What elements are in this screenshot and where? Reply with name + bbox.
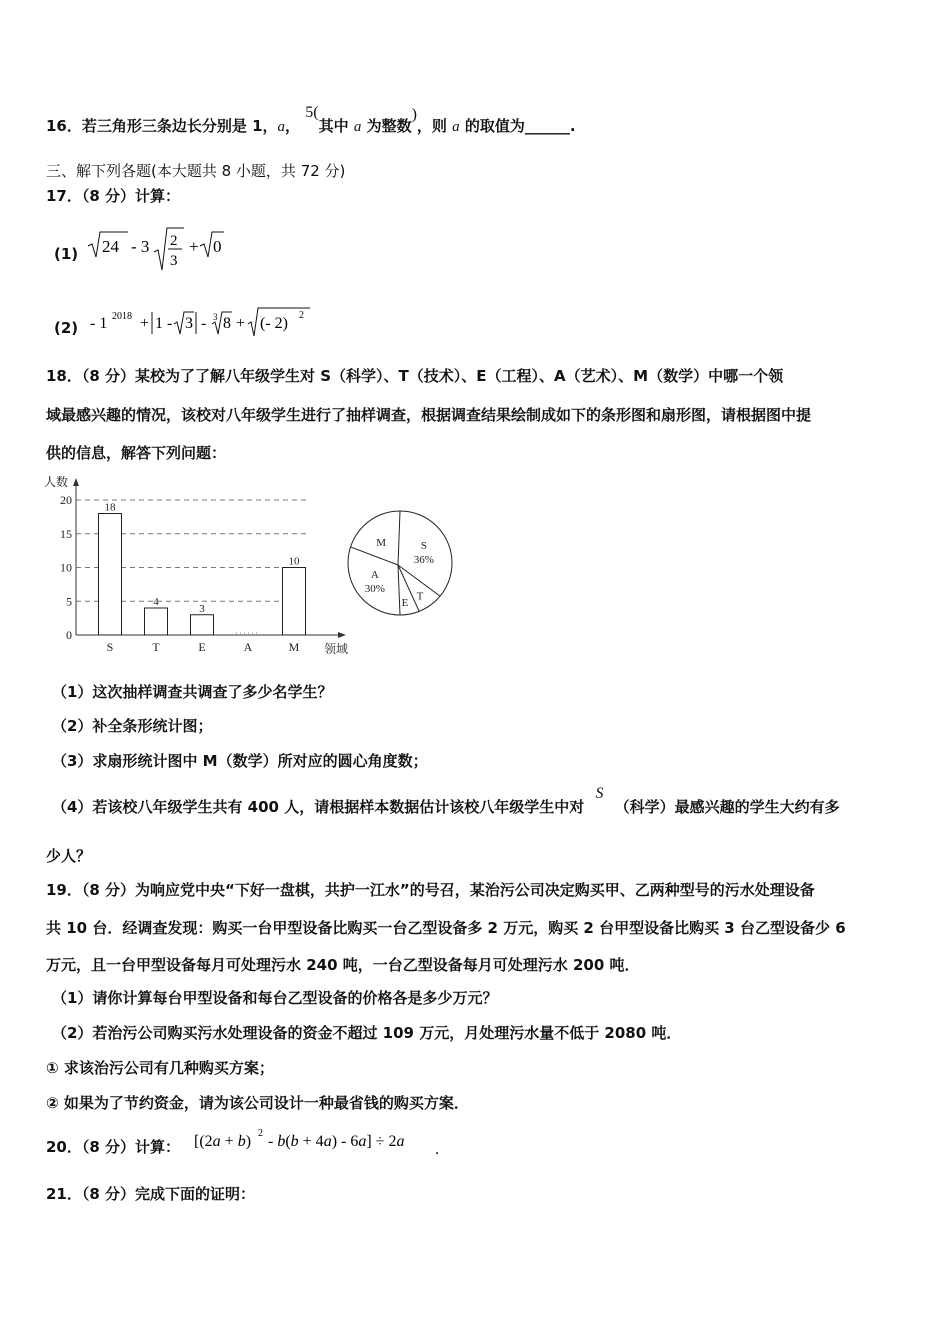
q18-line3: 供的信息，解答下列问题：	[46, 444, 227, 462]
y-axis-label: 人数	[44, 475, 69, 489]
bar-E	[191, 615, 214, 635]
x-tick-label: T	[152, 640, 160, 654]
svg-text:2: 2	[170, 233, 178, 249]
bar-chart	[40, 470, 350, 660]
q20-title: 20．（8 分）计算：	[46, 1138, 181, 1156]
pie-label-S: S	[420, 539, 427, 552]
svg-text:+: +	[189, 237, 199, 256]
y-tick-label: 0	[66, 628, 72, 642]
formula-abs-root-expression	[88, 304, 328, 340]
q21-title: 21．（8 分）完成下面的证明：	[46, 1185, 256, 1203]
pie-chart	[342, 505, 462, 625]
svg-text:2: 2	[299, 310, 304, 321]
svg-text:- 1: - 1	[90, 315, 108, 332]
q17-part1-formula	[86, 224, 226, 279]
x-axis-label: 领域	[324, 642, 349, 656]
q19-line3: 万元，且一台甲型设备每月可处理污水 240 吨，一台乙型设备每月可处理污水 200 吨．	[46, 956, 640, 974]
x-axis-arrow	[338, 632, 346, 638]
pie-outline	[348, 511, 452, 615]
y-tick-label: 10	[60, 560, 72, 575]
q19-line2: 共 10 台．经调查发现：购买一台甲型设备比购买一台乙型设备多 2 万元，购买 2 台甲型设备比购买 3 台乙型设备少 6	[46, 919, 846, 937]
bar-S	[99, 514, 122, 636]
svg-text:2018: 2018	[112, 311, 132, 322]
q19-sub2: （2）若治污公司购买污水处理设备的资金不超过 109 万元，月处理污水量不低于 2080 吨．	[52, 1024, 682, 1042]
y-tick-label: 5	[66, 594, 72, 609]
x-tick-label: M	[288, 640, 300, 654]
q18-sub4-cont: 少人？	[46, 847, 92, 865]
svg-text:24: 24	[102, 237, 119, 256]
q20-formula	[192, 1124, 452, 1165]
svg-text:[(2a + b): [(2a + b)	[194, 1133, 252, 1150]
x-tick-label: A	[243, 640, 253, 654]
pie-label-A: A	[370, 568, 379, 581]
q17-title: 17．（8 分）计算：	[46, 187, 181, 205]
q19-sub1: （1）请你计算每台甲型设备和每台乙型设备的价格各是多少万元？	[52, 989, 498, 1007]
formula-polynomial	[192, 1124, 452, 1160]
pie-label-T: T	[416, 590, 424, 603]
svg-text:.: .	[435, 1141, 439, 1158]
var-a: a	[277, 119, 286, 135]
svg-text:-: -	[201, 315, 207, 332]
q18-sub1: （1）这次抽样调查共调查了多少名学生？	[52, 683, 333, 701]
x-tick-label: S	[106, 640, 114, 654]
bar-value-label: 18	[104, 501, 116, 514]
q18-sub3: （3）求扇形统计图中 M（数学）所对应的圆心角度数；	[52, 752, 428, 770]
bar-value-label: 3	[199, 602, 205, 615]
answer-blank[interactable]: ______	[524, 117, 570, 135]
q18-line1: 18．（8 分）某校为了了解八年级学生对 S（科学）、T（技术）、E（工程）、A（艺术）、M（数学）中哪一个领	[46, 367, 784, 385]
pie-label-E: E	[401, 596, 409, 609]
q17-part2-formula	[88, 304, 328, 345]
svg-text:+: +	[236, 315, 246, 332]
svg-text:1 -: 1 -	[155, 315, 173, 332]
svg-text:3: 3	[213, 312, 218, 322]
y-axis-arrow	[73, 478, 79, 486]
svg-text:- b(b + 4a) - 6a] ÷ 2a: - b(b + 4a) - 6a] ÷ 2a	[268, 1133, 405, 1150]
q17-part1-label: (1)	[54, 245, 79, 263]
y-tick-label: 15	[60, 526, 72, 541]
svg-text:+: +	[140, 315, 150, 332]
svg-text:2: 2	[258, 1128, 263, 1139]
bar-value-label: 10	[288, 555, 300, 568]
pie-percent-S: 36%	[413, 553, 434, 566]
svg-text:3: 3	[185, 315, 193, 332]
q16-five: 5(	[305, 104, 319, 121]
formula-sqrt-expression	[86, 224, 226, 274]
bar-value-label: 4	[153, 596, 159, 608]
q18-sub2: （2）补全条形统计图；	[52, 717, 213, 735]
svg-text:8: 8	[223, 315, 231, 332]
q18-line2: 域最感兴趣的情况，该校对八年级学生进行了抽样调查，根据调查结果绘制成如下的条形图和扇形图，请根据图中提	[46, 406, 812, 424]
q19-choice1: ① 求该治污公司有几种购买方案；	[46, 1059, 274, 1077]
q16-line: 16．若三角形三条边长分别是 1，a， 5(其中 a 为整数)，则 a 的取值为______.	[46, 104, 576, 135]
bar-M	[283, 568, 306, 636]
q19-choice2: ② 如果为了节约资金，请为该公司设计一种最省钱的购买方案．	[46, 1094, 469, 1112]
pie-label-M: M	[376, 536, 387, 549]
q18-sub4: （4）若该校八年级学生共有 400 人，请根据样本数据估计该校八年级学生中对 S （科学）最感兴趣的学生大约有多	[52, 785, 840, 816]
svg-text:(- 2): (- 2)	[260, 315, 288, 332]
x-tick-label: E	[198, 640, 206, 654]
svg-text:- 3: - 3	[131, 237, 150, 256]
q17-part2-label: (2)	[54, 319, 79, 337]
section-3-heading: 三、解下列各题(本大题共 8 小题，共 72 分)	[46, 162, 346, 180]
pie-percent-A: 30%	[364, 582, 385, 595]
y-tick-label: 20	[60, 493, 72, 507]
q19-line1: 19．（8 分）为响应党中央“下好一盘棋，共护一江水”的号召，某治污公司决定购买甲、乙两种型号的污水处理设备	[46, 881, 815, 899]
svg-text:3: 3	[170, 253, 178, 269]
svg-text:0: 0	[213, 237, 222, 256]
bar-T	[145, 608, 168, 635]
